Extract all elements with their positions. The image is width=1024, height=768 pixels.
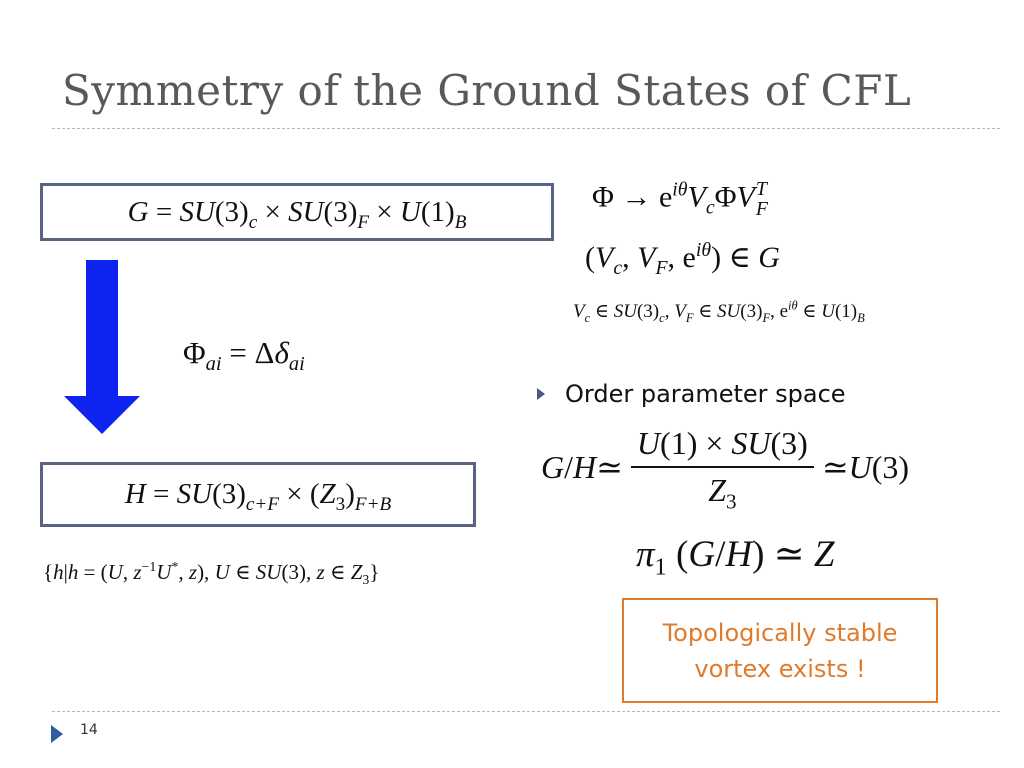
conclusion-callout — [622, 598, 938, 703]
bullet-item — [537, 380, 846, 408]
bullet-text: Order parameter space — [565, 380, 846, 408]
group-h-equation: $H = SU(3)_{c+F} \times (Z_3)_{F+B}$ — [40, 462, 476, 527]
slide-title: Symmetry of the Ground States of CFL — [62, 66, 912, 115]
triangle-right-icon — [51, 725, 63, 743]
title-divider — [52, 128, 1000, 129]
order-parameter-equation: $\Phi_{ai} = \Delta\delta_{ai}$ — [183, 335, 305, 376]
footer-divider — [52, 711, 1000, 712]
membership-detail-equation: $V_c$ ∈ $SU(3)_c$, $V_F$ ∈ $SU(3)_F$, $e^{i\theta}$ ∈ $U(1)_B$ — [573, 298, 865, 325]
callout-line-1: Topologically stable — [662, 618, 898, 647]
membership-equation: ($V_c$, $V_F$, $e^{i\theta}$) ∈ G — [585, 239, 780, 279]
triangle-right-icon — [537, 388, 545, 400]
group-h-set-definition: {h|h = (U, $z^{-1}U^*$, z), U ∈ SU(3), z ∈ $Z_3$} — [43, 559, 380, 588]
callout-line-2: vortex exists ! — [694, 654, 866, 683]
order-parameter-space-equation: G / H ≃ $\frac{U(1) \times SU(3)}{Z_3}$ ≃ U (3) — [541, 425, 910, 514]
group-g-equation: $G = SU(3)_c \times SU(3)_F \times U(1)_B$ — [40, 183, 554, 241]
transformation-equation: $\Phi \to e^{i\theta}V_c\Phi V$ T F — [592, 178, 768, 220]
page-number: 14 — [80, 722, 98, 738]
arrow-down-icon — [64, 260, 140, 434]
homotopy-group-equation: $\pi_1$ (G/H) ≃ Z — [636, 534, 835, 581]
fraction: $\frac{U(1) \times SU(3)}{Z_3}$ — [631, 425, 814, 509]
